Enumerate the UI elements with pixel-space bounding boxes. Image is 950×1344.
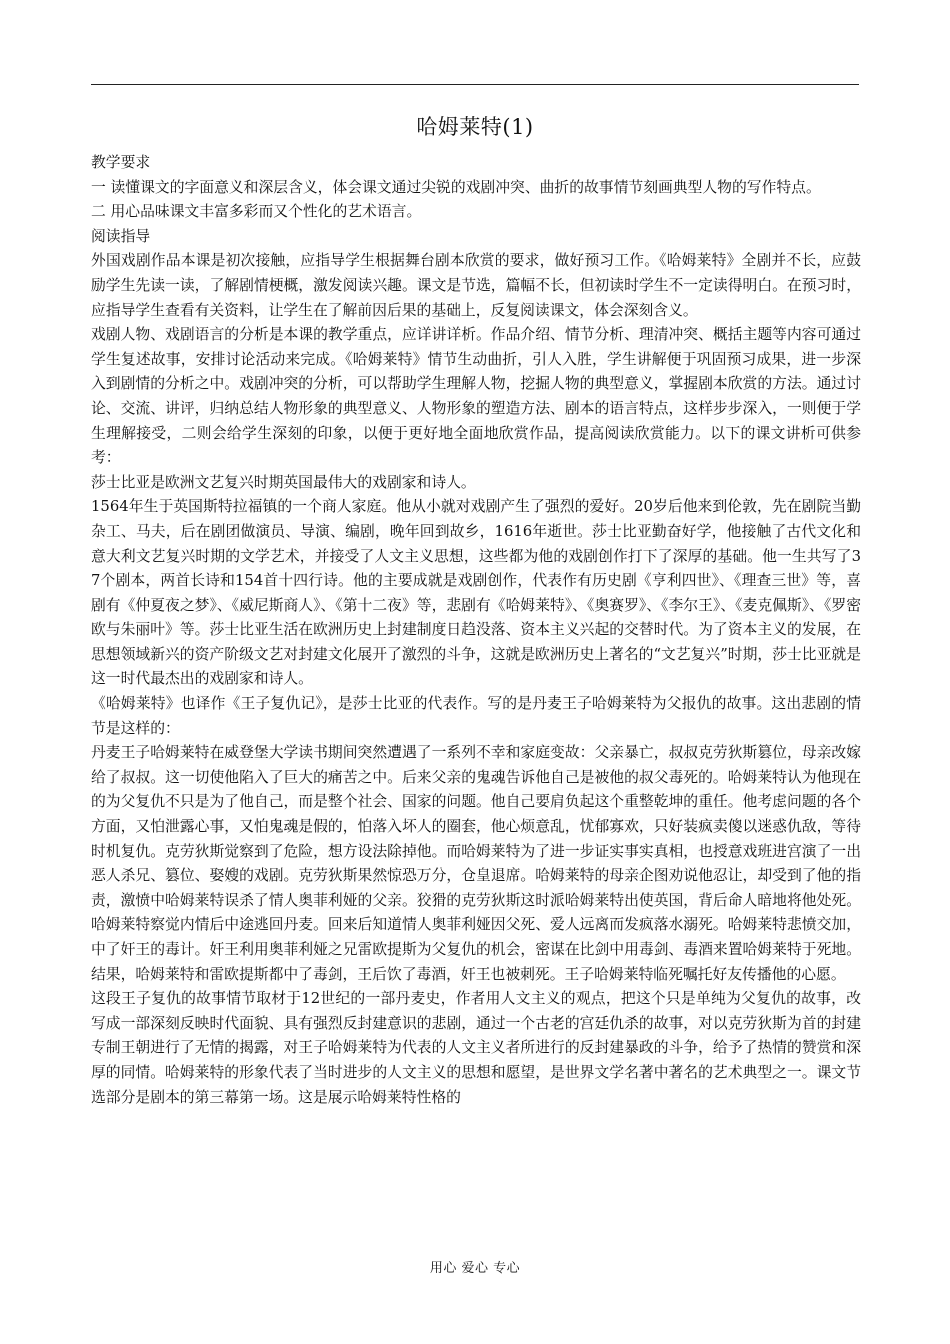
requirement-item-2: 二 用心品味课文丰富多彩而又个性化的艺术语言。 [91, 203, 422, 221]
section-heading-teaching-requirements: 教学要求 [91, 154, 151, 171]
paragraph: 《哈姆莱特》也译作《王子复仇记》，是莎士比亚的代表作。写的是丹麦王子哈姆莱特为父报仇的故事。这出悲剧的情节是这样的： [91, 695, 861, 737]
paragraph: 莎士比亚是欧洲文艺复兴时期英国最伟大的戏剧家和诗人。 [91, 473, 476, 491]
paragraph: 丹麦王子哈姆莱特在威登堡大学读书期间突然遭遇了一系列不幸和家庭变故：父亲暴亡，叔叔克劳狄斯篡位，母亲改嫁给了叔叔。这一切使他陷入了巨大的痛苦之中。后来父亲的鬼魂告诉他自己是被他的叔父毒死的。哈姆莱特认为他现在的为父复仇不只是为了他自己，而是整个社会、国家的问题。他自己要肩负起这个重整乾坤的重任。他考虑问题的各个方面，又怕泄露心事，又怕鬼魂是假的，怕落入坏人的圈套，他心烦意乱，忧郁寡欢，只好装疯卖傻以迷惑仇敌，等待时机复仇。克劳狄斯觉察到了危险，想方设法除掉他。而哈姆莱特为了进一步证实事实真相，也授意戏班进宫演了一出恶人杀兄、篡位、娶嫂的戏剧。克劳狄斯果然惊恐万分，仓皇退席。哈姆莱特的母亲企图劝说他忍让，却受到了他的指责，激愤中哈姆莱特误杀了情人奥菲利娅的父亲。狡猾的克劳狄斯这时派哈姆莱特出使英国，背后命人暗地将他处死。哈姆莱特察觉内情后中途逃回丹麦。回来后知道情人奥菲利娅因父死、爱人远离而发疯落水溺死。哈姆莱特悲愤交加，中了奸王的毒计。奸王利用奥菲利娅之兄雷欧提斯为父复仇的机会，密谋在比剑中用毒剑、毒酒来置哈姆莱特于死地。结果，哈姆莱特和雷欧提斯都中了毒剑，王后饮了毒酒，奸王也被刺死。王子哈姆莱特临死嘱托好友传播他的心愿。 [91, 744, 861, 983]
paragraph: 1564年生于英国斯特拉福镇的一个商人家庭。他从小就对戏剧产生了强烈的爱好。20岁后他来到伦敦，先在剧院当勤杂工、马夫，后在剧团做演员、导演、编剧，晚年回到故乡，1616年逝世。莎士比亚勤奋好学，他接触了古代文化和意大利文艺复兴时期的文学艺术，并接受了人文主义思想，这些都为他的戏剧创作打下了深厚的基础。他一生共写了37个剧本，两首长诗和154首十四行诗。他的主要成就是戏剧创作，代表作有历史剧《亨利四世》、《理查三世》等，喜剧有《仲夏夜之梦》、《威尼斯商人》、《第十二夜》等，悲剧有《哈姆莱特》、《奥赛罗》、《李尔王》、《麦克佩斯》、《罗密欧与朱丽叶》等。莎士比亚生活在欧洲历史上封建制度日趋没落、资本主义兴起的交替时代。为了资本主义的发展，在思想领域新兴的资产阶级文艺对封建文化展开了激烈的斗争，这就是欧洲历史上著名的“文艺复兴”时期，莎士比亚就是这一时代最杰出的戏剧家和诗人。 [91, 498, 861, 688]
paragraph: 戏剧人物、戏剧语言的分析是本课的教学重点，应详讲详析。作品介绍、情节分析、理清冲突、概括主题等内容可通过学生复述故事，安排讨论活动来完成。《哈姆莱特》情节生动曲折，引人入胜，学生讲解便于巩固预习成果，进一步深入到剧情的分析之中。戏剧冲突的分析，可以帮助学生理解人物，挖掘人物的典型意义，掌握剧本欣赏的方法。通过讨论、交流、讲评，归纳总结人物形象的典型意义、人物形象的塑造方法、剧本的语言特点，这样步步深入，一则便于学生理解接受，二则会给学生深刻的印象，以便于更好地全面地欣赏作品，提高阅读欣赏能力。以下的课文讲析可供参考： [91, 326, 861, 467]
paragraph: 这段王子复仇的故事情节取材于12世纪的一部丹麦史，作者用人文主义的观点，把这个只是单纯为父复仇的故事，改写成一部深刻反映时代面貌、具有强烈反封建意识的悲剧，通过一个古老的宫廷仇杀的故事，对以克劳狄斯为首的封建专制王朝进行了无情的揭露，对王子哈姆莱特为代表的人文主义者所进行的反封建暴政的斗争，给予了热情的赞赏和深厚的同情。哈姆莱特的形象代表了当时进步的人文主义的思想和愿望，是世界文学名著中著名的艺术典型之一。课文节选部分是剧本的第三幕第一场。这是展示哈姆莱特性格的 [91, 990, 861, 1106]
page-title: 哈姆莱特(1) [416, 115, 534, 139]
page-footer: 用心 爱心 专心 [429, 1261, 521, 1276]
header-rule [91, 84, 859, 85]
paragraph: 外国戏剧作品本课是初次接触，应指导学生根据舞台剧本欣赏的要求，做好预习工作。《哈姆莱特》全剧并不长，应鼓励学生先读一读，了解剧情梗概，激发阅读兴趣。课文是节选，篇幅不长，但初读时学生不一定读得明白。在预习时，应指导学生查看有关资料，让学生在了解前因后果的基础上，反复阅读课文，体会深刻含义。 [91, 252, 861, 319]
section-heading-reading-guide: 阅读指导 [91, 227, 151, 245]
requirement-item-1: 一 读懂课文的字面意义和深层含义，体会课文通过尖锐的戏剧冲突、曲折的故事情节刻画典型人物的写作特点。 [91, 178, 821, 196]
body-text [91, 151, 861, 1110]
